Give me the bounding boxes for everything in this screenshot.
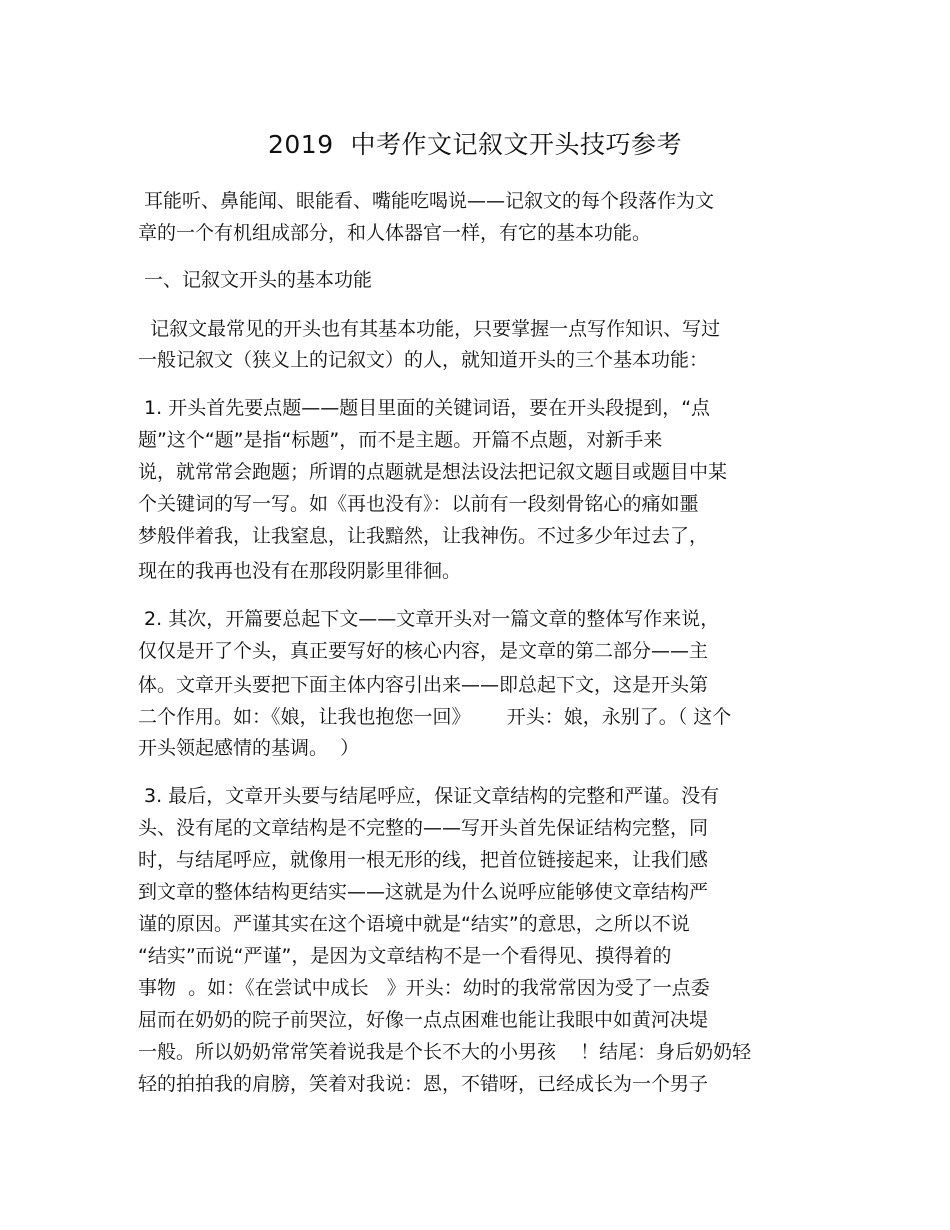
paragraph-5-line-4: 二个作用。如：《娘，让我也抱您一回》 开头：娘，永别了。（ 这个 bbox=[138, 706, 732, 728]
paragraph-6-line-9: 一般。所以奶奶常常笑着说我是个长不大的小男孩 ！结尾：身后奶奶轻 bbox=[138, 1041, 752, 1063]
paragraph-6-line-10: 轻的拍拍我的肩膀，笑着对我说：恩，不错呀，已经成长为一个男子 bbox=[138, 1073, 709, 1095]
paragraph-4-line-6: 现在的我再也没有在那段阴影里徘徊。 bbox=[138, 560, 462, 582]
paragraph-6-line-8: 屈而在奶奶的院子前哭泣，好像一点点困难也能让我眼中如黄河决堤 bbox=[138, 1009, 709, 1031]
paragraph-6-line-3: 时，与结尾呼应，就像用一根无形的线，把首位链接起来，让我们感 bbox=[138, 849, 709, 871]
paragraph-4-line-2: 题”这个“题”是指“标题”，而不是主题。开篇不点题，对新手来 bbox=[138, 429, 663, 451]
paragraph-1-line-2: 章的一个有机组成部分，和人体器官一样，有它的基本功能。 bbox=[138, 222, 652, 244]
paragraph-1-line-1: 耳能听、鼻能闻、眼能看、嘴能吃喝说——记叙文的每个段落作为文 bbox=[138, 190, 715, 212]
paragraph-5-line-3: 体。文章开头要把下面主体内容引出来——即总起下文，这是开头第 bbox=[138, 674, 709, 696]
paragraph-6-line-2: 头、没有尾的文章结构是不完整的——写开头首先保证结构完整，同 bbox=[138, 817, 709, 839]
paragraph-6-line-7: 事物 。如：《在尝试中成长 》开头：幼时的我常常因为受了一点委 bbox=[138, 977, 710, 999]
paragraph-4-line-1: 1. 开头首先要点题——题目里面的关键词语，要在开头段提到，“点 bbox=[138, 397, 711, 419]
document-title: 2019 中考作文记叙文开头技巧参考 bbox=[267, 130, 683, 159]
paragraph-6-line-6: “结实”而说“严谨”，是因为文章结构不是一个看得见、摸得着的 bbox=[138, 945, 672, 967]
paragraph-3-line-2: 一般记叙文（狭义上的记叙文）的人，就知道开头的三个基本功能： bbox=[138, 349, 709, 371]
paragraph-4-line-3: 说，就常常会跑题；所谓的点题就是想法设法把记叙文题目或题目中某 bbox=[138, 461, 728, 483]
paragraph-6-line-1: 3. 最后，文章开头要与结尾呼应，保证文章结构的完整和严谨。没有 bbox=[138, 785, 720, 807]
paragraph-4-line-5: 梦般伴着我，让我窒息，让我黯然，让我神伤。不过多少年过去了， bbox=[138, 525, 709, 547]
paragraph-3-line-1: 记叙文最常见的开头也有其基本功能，只要掌握一点写作知识、写过 bbox=[138, 318, 721, 340]
paragraph-6-line-5: 谨的原因。严谨其实在这个语境中就是“结实”的意思，之所以不说 bbox=[138, 913, 690, 935]
section-heading: 一、记叙文开头的基本功能 bbox=[138, 269, 373, 291]
paragraph-5-line-5: 开头领起感情的基调。 ） bbox=[138, 737, 360, 759]
paragraph-4-line-4: 个关键词的写一写。如《再也没有》：以前有一段刻骨铭心的痛如噩 bbox=[138, 493, 699, 515]
paragraph-5-line-2: 仅仅是开了个头，真正要写好的核心内容，是文章的第二部分——主 bbox=[138, 640, 709, 662]
paragraph-5-line-1: 2. 其次，开篇要总起下文——文章开头对一篇文章的整体写作来说， bbox=[138, 608, 720, 630]
paragraph-6-line-4: 到文章的整体结构更结实——这就是为什么说呼应能够使文章结构严 bbox=[138, 881, 709, 903]
